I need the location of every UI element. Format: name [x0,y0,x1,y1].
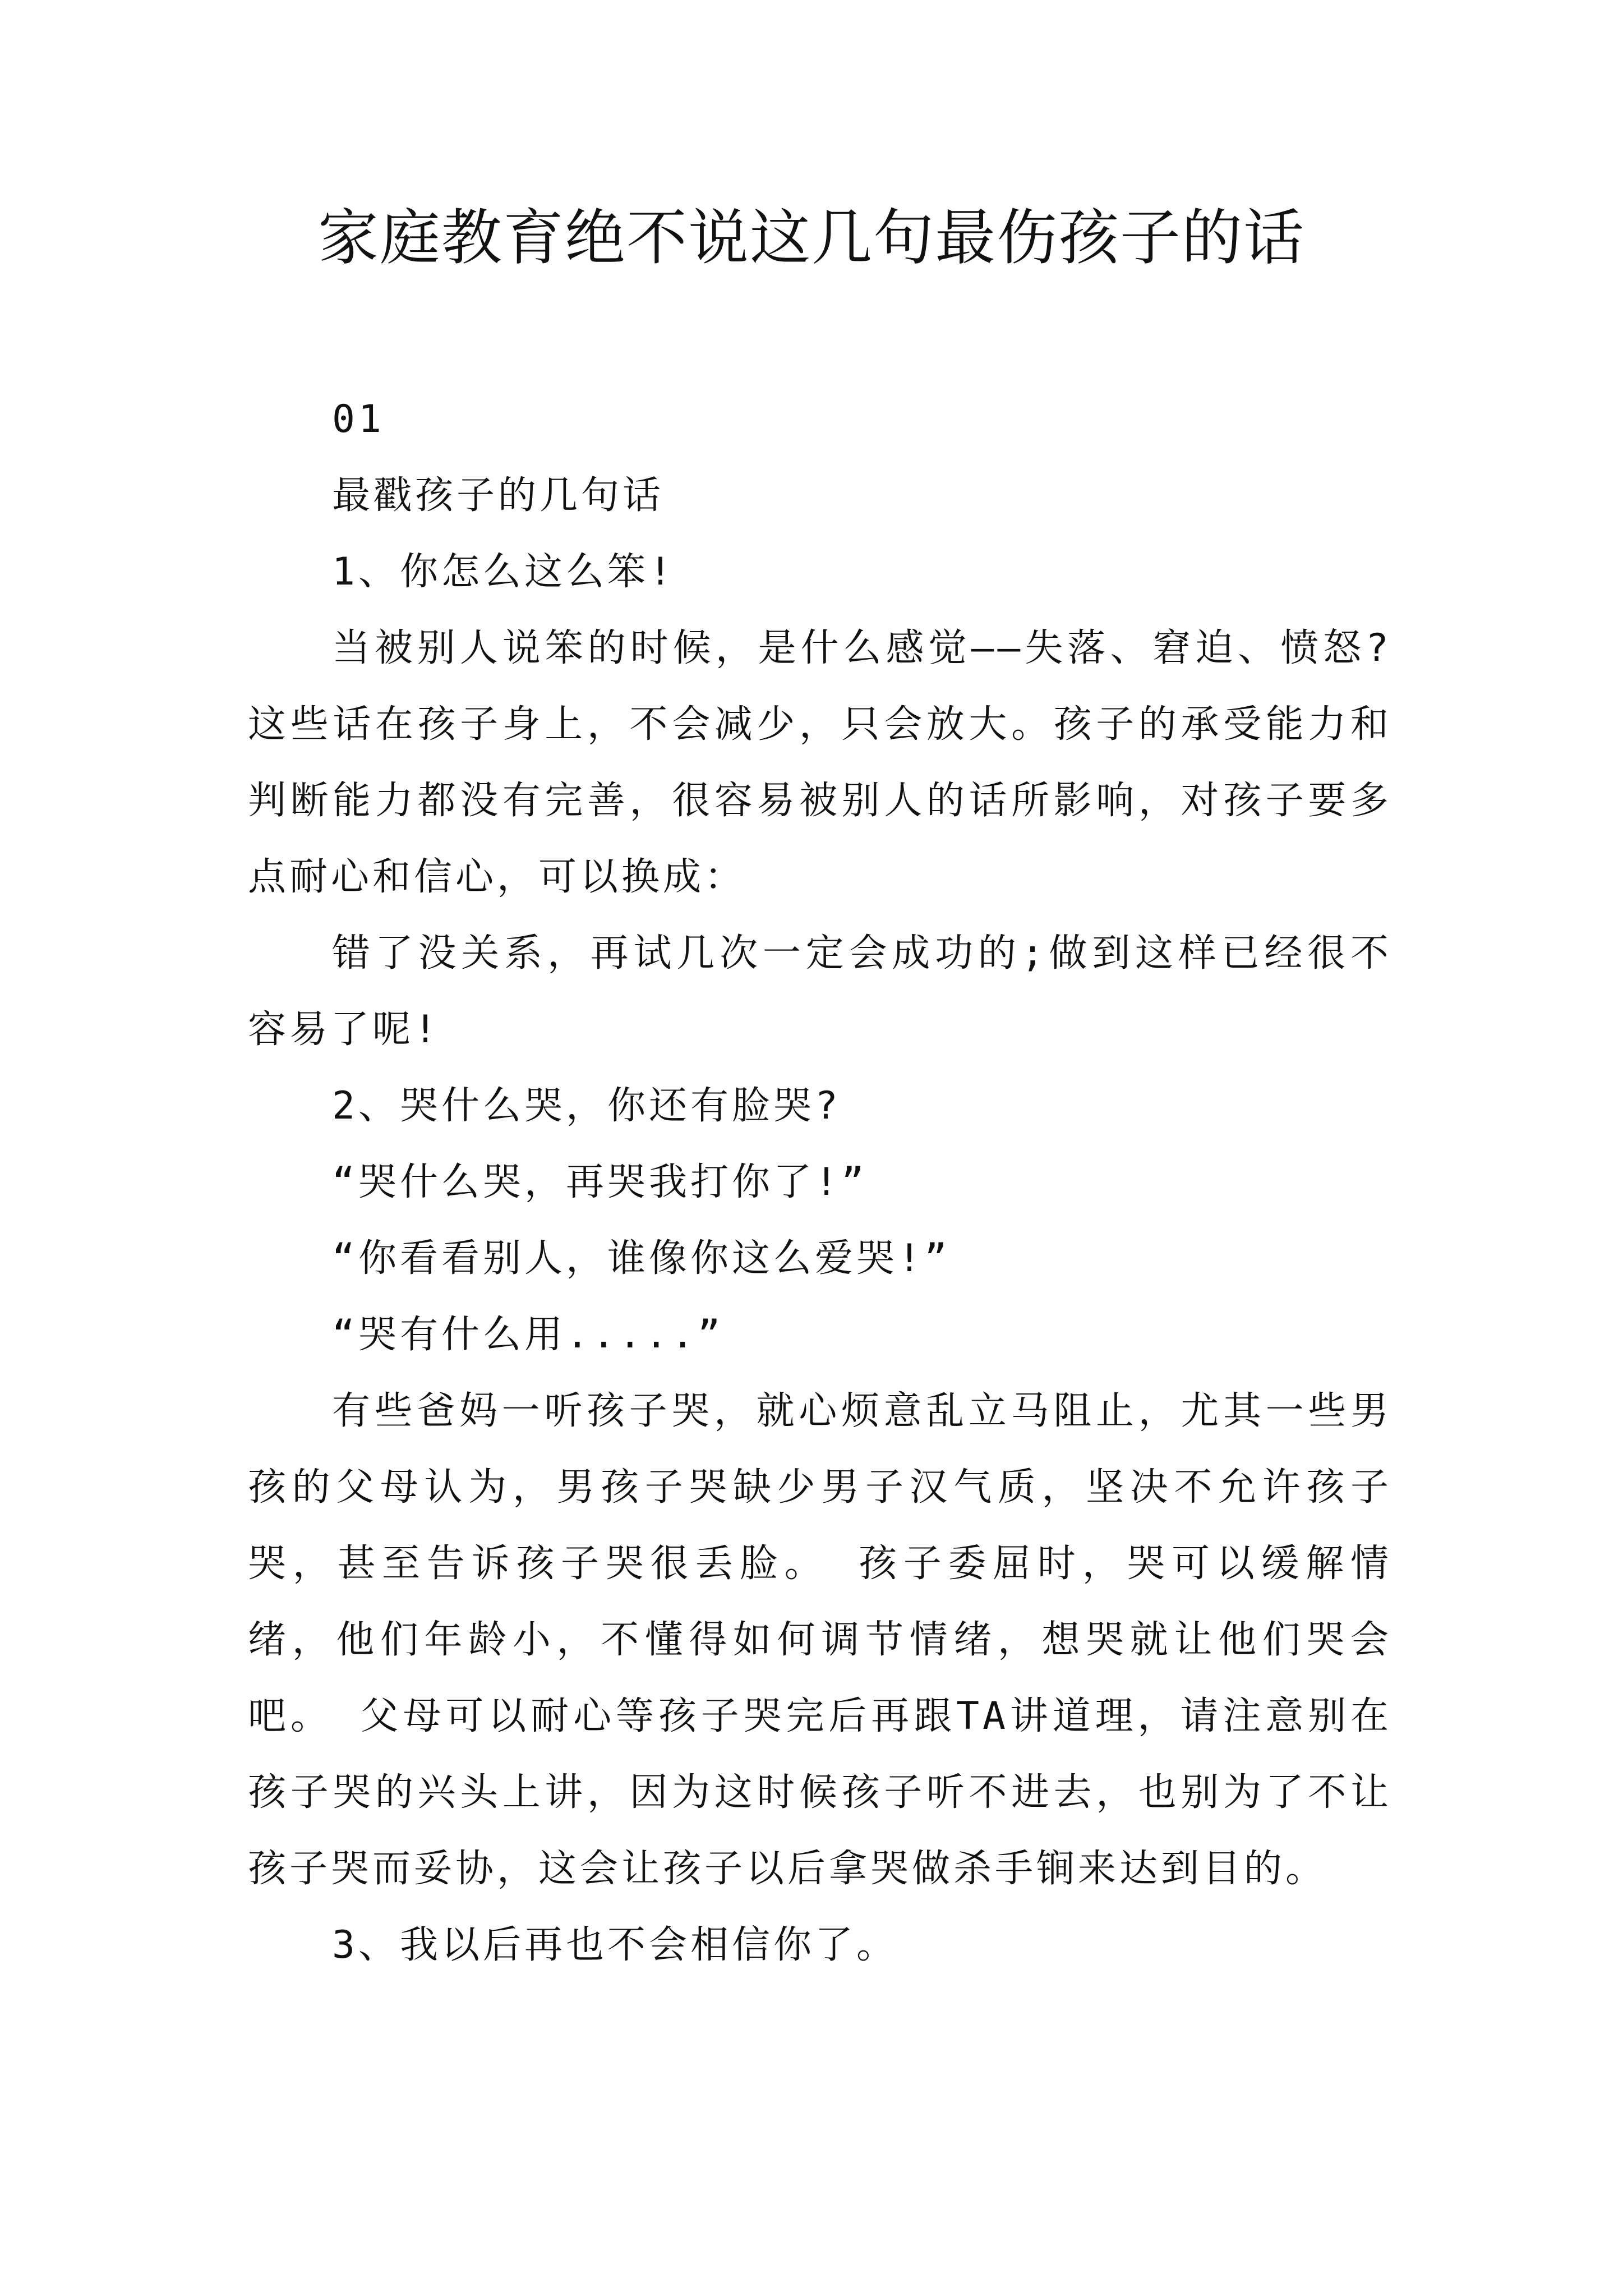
document-body [248,381,1392,1984]
paragraph-3: 有些爸妈一听孩子哭，就心烦意乱立马阻止，尤其一些男孩的父母认为，男孩子哭缺少男子汉气质，坚决不允许孩子哭，甚至告诉孩子哭很丢脸。 孩子委屈时，哭可以缓解情绪，他们年龄小，不懂得如何调节情绪，想哭就让他们哭会吧。 父母可以耐心等孩子哭完后再跟TA讲道理，请注意别在孩子哭的兴头上讲，因为这时候孩子听不进去，也别为了不让孩子哭而妥协，这会让孩子以后拿哭做杀手锏来达到目的。 [248,1389,1392,1891]
quote-2: “你看看别人，谁像你这么爱哭!” [332,1236,951,1281]
item-heading-1: 1、你怎么这么笨! [332,550,675,594]
quote-3: “哭有什么用.....” [332,1313,724,1357]
section-number: 01 [332,397,385,441]
paragraph-1: 当被别人说笨的时候，是什么感觉——失落、窘迫、愤怒?这些话在孩子身上，不会减少，只会放大。孩子的承受能力和判断能力都没有完善，很容易被别人的话所影响，对孩子要多点耐心和信心，可以换成： [248,626,1392,899]
quote-1: “哭什么哭，再哭我打你了!” [332,1160,868,1204]
document-title: 家庭教育绝不说这几句最伤孩子的话 [317,203,1305,273]
paragraph-2: 错了没关系，再试几次一定会成功的;做到这样已经很不容易了呢! [248,931,1392,1052]
section-heading: 最戳孩子的几句话 [332,473,665,518]
item-heading-2: 2、哭什么哭，你还有脸哭? [332,1084,841,1128]
item-heading-3: 3、我以后再也不会相信你了。 [332,1923,898,1967]
